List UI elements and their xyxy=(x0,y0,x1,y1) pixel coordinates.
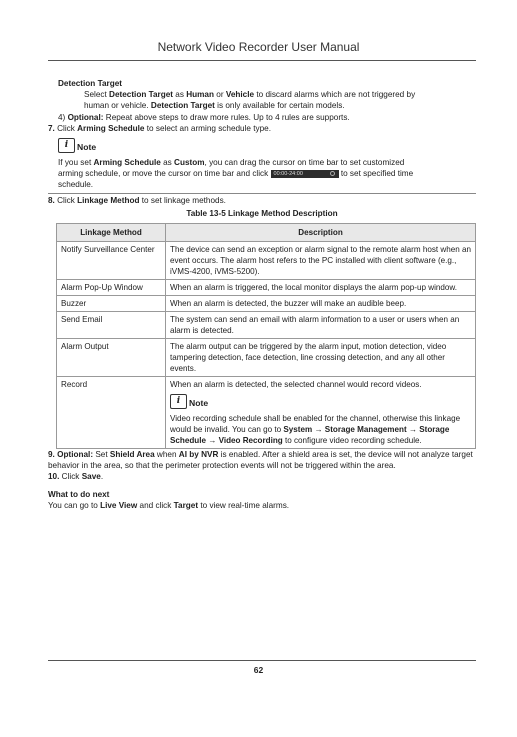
arming-schedule-note xyxy=(48,138,476,194)
method-cell: Record xyxy=(57,377,166,449)
description-cell: The system can send an email with alarm information to a user or users when an alarm is detected. xyxy=(166,312,476,339)
description-cell: When an alarm is triggered, the local monitor displays the alarm pop-up window. xyxy=(166,280,476,296)
record-note xyxy=(170,394,471,446)
table-row xyxy=(57,377,476,449)
column-header-method: Linkage Method xyxy=(57,224,166,242)
column-header-description: Description xyxy=(166,224,476,242)
linkage-method-table xyxy=(56,223,476,449)
time-bar-image: 00:00-24:00 xyxy=(271,170,339,178)
method-cell: Alarm Pop-Up Window xyxy=(57,280,166,296)
note-icon: i Note xyxy=(170,394,208,409)
step-9: 9. Optional: Set Shield Area when AI by NVR is enabled. After a shield area is set, the device will not analyze target behavior in the area, so that the perimeter protection events will not be triggered within the area. xyxy=(48,450,473,471)
method-cell: Buzzer xyxy=(57,296,166,312)
table-caption: Table 13-5 Linkage Method Description xyxy=(186,208,338,218)
table-row xyxy=(57,296,476,312)
description-cell: The device can send an exception or alarm signal to the remote alarm host when an event occurs. The alarm host refers to the PC installed with client software (e.g., iVMS-4200, iVMS-5200). xyxy=(166,242,476,280)
page-content xyxy=(48,78,476,511)
step-10: 10. Click Save. xyxy=(48,472,104,482)
clock-icon xyxy=(330,171,335,176)
method-cell: Notify Surveillance Center xyxy=(57,242,166,280)
table-row xyxy=(57,280,476,296)
page-header: Network Video Recorder User Manual xyxy=(157,40,360,54)
method-cell: Send Email xyxy=(57,312,166,339)
record-description: When an alarm is detected, the selected channel would record videos. xyxy=(170,380,422,390)
page-number: 62 xyxy=(253,665,264,675)
note-icon: i Note xyxy=(58,138,96,153)
table-row xyxy=(57,312,476,339)
record-note-text: Video recording schedule shall be enabled for the channel, otherwise this linkage would be invalid. You can go to System → Storage Management → Storage Schedule → Video Recording to configure video recording schedule. xyxy=(170,414,461,446)
step-4: 4) Optional: Repeat above steps to draw more rules. Up to 4 rules are supports. xyxy=(58,112,350,122)
header-divider xyxy=(48,60,476,61)
detection-target-heading: Detection Target xyxy=(58,79,122,88)
description-cell: The alarm output can be triggered by the alarm input, motion detection, video tampering detection, face detection, line crossing detection, and any all other events. xyxy=(166,339,476,377)
what-to-do-next-text: You can go to Live View and click Target to view real-time alarms. xyxy=(48,500,290,510)
note-heading xyxy=(58,138,476,153)
description-cell xyxy=(166,377,476,449)
description-cell: When an alarm is detected, the buzzer will make an audible beep. xyxy=(166,296,476,312)
table-header-row xyxy=(57,224,476,242)
method-cell: Alarm Output xyxy=(57,339,166,377)
step-7: 7. Click Arming Schedule to select an arming schedule type. xyxy=(48,123,272,133)
what-to-do-next-heading: What to do next xyxy=(48,489,110,499)
table-row xyxy=(57,339,476,377)
note-text: If you set Arming Schedule as Custom, you can drag the cursor on time bar to set customized arming schedule, or move the cursor on time bar and click 00:00-24:00 to set specified time schedule. xyxy=(58,158,414,190)
table-row xyxy=(57,242,476,280)
detection-target-text: Select Detection Target as Human or Vehicle to discard alarms which are not triggered by human or vehicle. Detection Target is only available for certain models. xyxy=(84,90,416,111)
footer-divider xyxy=(48,660,476,661)
step-8: 8. Click Linkage Method to set linkage methods. xyxy=(48,195,226,205)
